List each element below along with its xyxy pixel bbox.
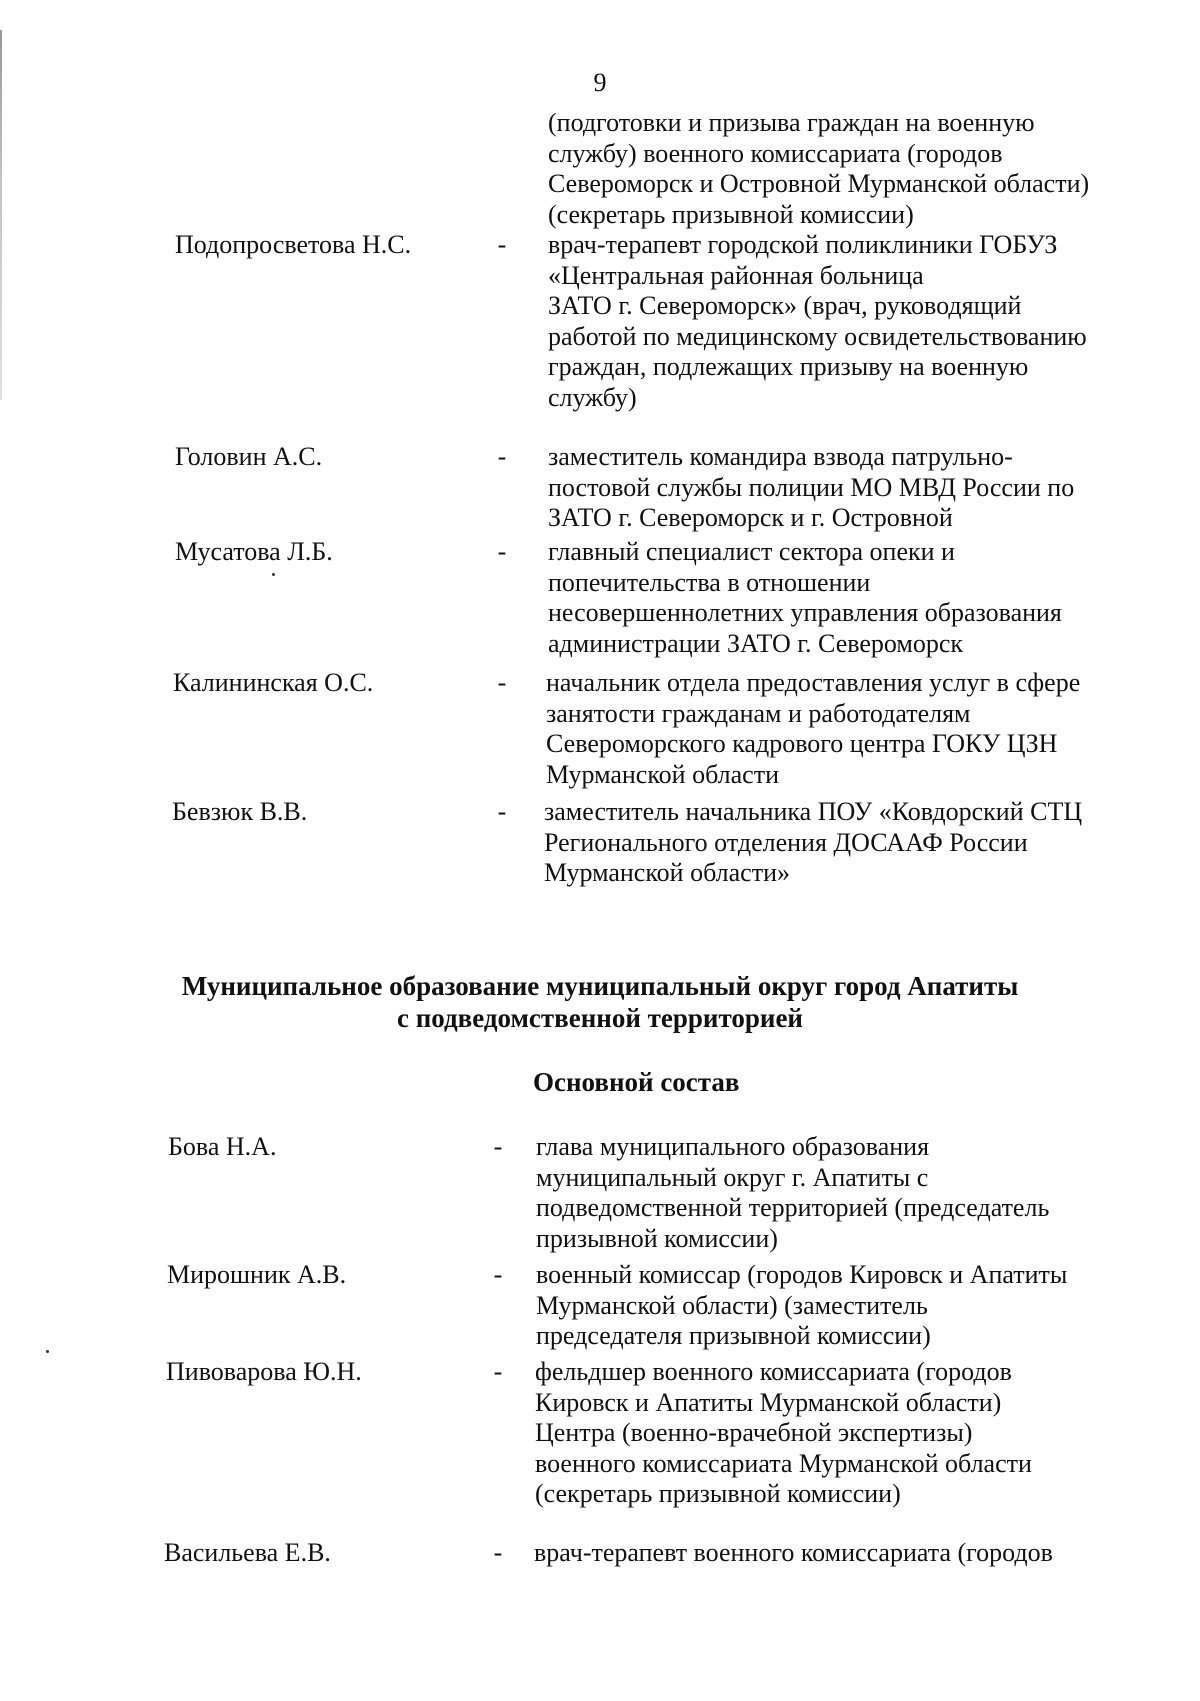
text-line: глава муниципального образования xyxy=(536,1132,930,1161)
member-name: Пивоварова Ю.Н. xyxy=(166,1357,362,1386)
section-heading xyxy=(0,970,1200,1034)
text-line: начальник отдела предоставления услуг в сфере xyxy=(546,668,1081,697)
text-line: работой по медицинскому освидетельствованию xyxy=(548,321,1087,351)
member-name: Мусатова Л.Б. xyxy=(175,537,333,566)
member-description xyxy=(534,1538,1114,1569)
text-line: администрации ЗАТО г. Североморск xyxy=(548,628,964,658)
text-line: председателя призывной комиссии) xyxy=(536,1321,931,1350)
member-name: Бова Н.А. xyxy=(168,1132,277,1161)
text-line: «Центральная районная больница xyxy=(548,260,924,290)
text-line: попечительства в отношении xyxy=(548,567,871,597)
member-dash: - xyxy=(497,442,507,471)
text-line: Центра (военно-врачебной экспертизы) xyxy=(535,1418,973,1447)
member-dash: - xyxy=(497,537,507,566)
continuation-text xyxy=(548,108,1168,230)
section-title-line: с подведомственной территорией xyxy=(396,1003,803,1033)
text-line: ЗАТО г. Североморск» (врач, руководящий xyxy=(548,291,1022,320)
text-line: Мурманской области» xyxy=(544,858,790,887)
section-subtitle: Основной состав xyxy=(533,1067,740,1097)
text-line: (секретарь призывной комиссии) xyxy=(548,199,914,229)
text-line: подведомственной территорией (председатель xyxy=(536,1193,1050,1222)
text-line: Североморск и Островной Мурманской области) xyxy=(548,169,1090,198)
member-description xyxy=(548,442,1128,534)
member-dash: - xyxy=(497,797,507,826)
text-line: ЗАТО г. Североморск и г. Островной xyxy=(548,503,953,532)
member-name: Подопросветова Н.С. xyxy=(175,230,412,259)
member-name: Бевзюк В.В. xyxy=(172,797,308,826)
member-description xyxy=(546,668,1126,790)
member-dash: - xyxy=(493,1132,503,1161)
member-description xyxy=(548,537,1128,659)
page-number: 9 xyxy=(593,68,607,97)
text-line: Мурманской области) (заместитель xyxy=(536,1290,928,1320)
text-line: военный комиссар (городов Кировск и Апатиты xyxy=(536,1260,1068,1289)
text-line: Североморского кадрового центра ГОКУ ЦЗН xyxy=(546,729,1058,758)
text-line: главный специалист сектора опеки и xyxy=(548,537,955,566)
text-line: (секретарь призывной комиссии) xyxy=(535,1479,901,1508)
member-name: Мирошник А.В. xyxy=(167,1260,347,1289)
member-description xyxy=(535,1357,1115,1510)
text-line: заместитель командира взвода патрульно- xyxy=(548,442,1013,471)
text-line: врач-терапевт городской поликлиники ГОБУЗ xyxy=(548,230,1058,259)
text-line: Кировск и Апатиты Мурманской области) xyxy=(535,1387,1002,1417)
text-line: муниципальный округ г. Апатиты с xyxy=(536,1162,929,1192)
text-line: врач-терапевт военного комиссариата (городов xyxy=(534,1538,1053,1567)
text-line: Регионального отделения ДОСААФ России xyxy=(544,827,1028,857)
text-line: несовершеннолетних управления образования xyxy=(548,598,1062,627)
member-name: Васильева Е.В. xyxy=(164,1538,331,1567)
member-dash: - xyxy=(493,1538,503,1567)
text-line: граждан, подлежащих призыву на военную xyxy=(548,352,1029,381)
member-description xyxy=(544,797,1124,889)
text-line: военного комиссариата Мурманской области xyxy=(535,1448,1032,1478)
member-dash: - xyxy=(493,1357,503,1386)
member-name: Калининская О.С. xyxy=(173,668,374,697)
member-dash: - xyxy=(497,230,507,259)
text-line: фельдшер военного комиссариата (городов xyxy=(535,1357,1012,1386)
text-line: заместитель начальника ПОУ «Ковдорский СТЦ xyxy=(544,797,1083,826)
scan-speck xyxy=(272,573,275,576)
text-line: (подготовки и призыва граждан на военную xyxy=(548,108,1035,137)
section-title-line: Муниципальное образование муниципальный округ город Апатиты xyxy=(181,971,1019,1001)
member-dash: - xyxy=(493,1260,503,1289)
text-line: постовой службы полиции МО МВД России по xyxy=(548,472,1075,502)
text-line: службу) военного комиссариата (городов xyxy=(548,138,1003,168)
member-description xyxy=(548,230,1128,413)
text-line: призывной комиссии) xyxy=(536,1223,778,1253)
scan-speck xyxy=(46,1350,49,1353)
text-line: службу) xyxy=(548,382,637,412)
text-line: занятости гражданам и работодателям xyxy=(546,698,971,728)
member-name: Головин А.С. xyxy=(175,442,323,471)
text-line: Мурманской области xyxy=(546,759,779,789)
member-description xyxy=(536,1260,1116,1352)
member-dash: - xyxy=(497,668,507,697)
member-description xyxy=(536,1132,1116,1254)
